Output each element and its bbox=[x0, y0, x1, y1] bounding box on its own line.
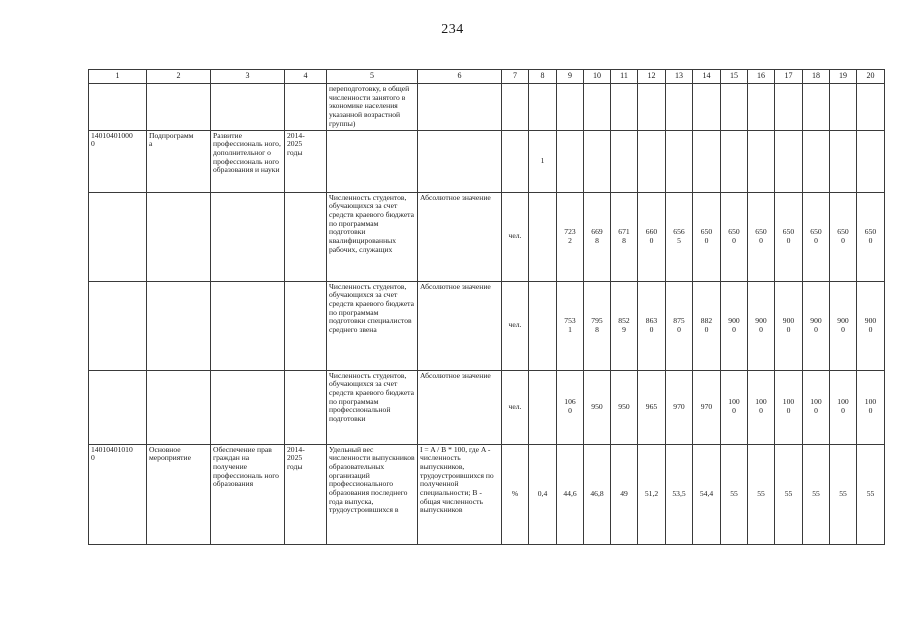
indicator-cell bbox=[327, 130, 418, 192]
year-value-cell bbox=[775, 130, 803, 192]
indicator-cell: переподготовку, в общей численности занятого в экономике населения указанной возрастной группы) bbox=[327, 84, 418, 131]
period-cell bbox=[285, 192, 327, 281]
page-number: 234 bbox=[441, 22, 464, 37]
year-value-cell: 100 0 bbox=[803, 370, 830, 444]
year-value-cell: 723 2 bbox=[557, 192, 584, 281]
year-value-cell bbox=[775, 84, 803, 131]
year-value-cell bbox=[611, 84, 638, 131]
code-cell bbox=[89, 370, 147, 444]
year-value-cell: 965 bbox=[638, 370, 666, 444]
year-value-cell: 100 0 bbox=[857, 370, 885, 444]
year-value-cell bbox=[666, 130, 693, 192]
year-value-cell: 53,5 bbox=[666, 444, 693, 544]
data-table bbox=[88, 69, 885, 545]
column-number: 20 bbox=[857, 70, 885, 84]
year-value-cell: 650 0 bbox=[693, 192, 721, 281]
year-value-cell: 650 0 bbox=[830, 192, 857, 281]
indicator-cell: Численность студентов, обучающихся за счет средств краевого бюджета по программам подготовки квалифицированных рабочих, служащих bbox=[327, 192, 418, 281]
column-number: 1 bbox=[89, 70, 147, 84]
type-cell bbox=[147, 192, 211, 281]
column-number: 12 bbox=[638, 70, 666, 84]
year-value-cell: 55 bbox=[803, 444, 830, 544]
year-value-cell bbox=[803, 84, 830, 131]
year-value-cell bbox=[748, 130, 775, 192]
name-cell bbox=[211, 370, 285, 444]
table-row bbox=[89, 370, 885, 444]
indicator-cell: Численность студентов, обучающихся за счет средств краевого бюджета по программам подготовки специалистов среднего звена bbox=[327, 281, 418, 370]
column-number: 16 bbox=[748, 70, 775, 84]
base-value-cell bbox=[529, 84, 557, 131]
column-number: 15 bbox=[721, 70, 748, 84]
base-value-cell: 0,4 bbox=[529, 444, 557, 544]
column-number: 13 bbox=[666, 70, 693, 84]
base-value-cell bbox=[529, 281, 557, 370]
indicator-cell: Удельный вес численности выпускников образовательных организаций профессионального образования последнего года выпуска, трудоустроившихся в bbox=[327, 444, 418, 544]
year-value-cell: 863 0 bbox=[638, 281, 666, 370]
indicator-cell: Численность студентов, обучающихся за счет средств краевого бюджета по программам профессиональной подготовки bbox=[327, 370, 418, 444]
formula-cell: Абсолютное значение bbox=[418, 370, 502, 444]
year-value-cell: 650 0 bbox=[775, 192, 803, 281]
code-cell: 14010401010 0 bbox=[89, 444, 147, 544]
table-row bbox=[89, 84, 885, 131]
base-value-cell bbox=[529, 192, 557, 281]
table-row bbox=[89, 192, 885, 281]
year-value-cell: 852 9 bbox=[611, 281, 638, 370]
year-value-cell bbox=[557, 84, 584, 131]
year-value-cell bbox=[830, 130, 857, 192]
base-value-cell bbox=[529, 370, 557, 444]
year-value-cell: 46,8 bbox=[584, 444, 611, 544]
name-cell: Обеспечение прав граждан на получение профессиональ ного образования bbox=[211, 444, 285, 544]
year-value-cell: 650 0 bbox=[803, 192, 830, 281]
year-value-cell: 100 0 bbox=[721, 370, 748, 444]
column-number-row bbox=[89, 70, 885, 84]
column-number: 5 bbox=[327, 70, 418, 84]
column-number: 8 bbox=[529, 70, 557, 84]
year-value-cell bbox=[584, 84, 611, 131]
column-number: 7 bbox=[502, 70, 529, 84]
year-value-cell: 650 0 bbox=[721, 192, 748, 281]
year-value-cell: 900 0 bbox=[857, 281, 885, 370]
year-value-cell: 671 8 bbox=[611, 192, 638, 281]
year-value-cell: 900 0 bbox=[721, 281, 748, 370]
year-value-cell: 660 0 bbox=[638, 192, 666, 281]
period-cell bbox=[285, 370, 327, 444]
year-value-cell bbox=[666, 84, 693, 131]
column-number: 2 bbox=[147, 70, 211, 84]
period-cell: 2014- 2025 годы bbox=[285, 444, 327, 544]
column-number: 17 bbox=[775, 70, 803, 84]
formula-cell: I = A / B * 100, где A - численность выпускников, трудоустроившихся по полученной специальности; B - общая численность выпускников bbox=[418, 444, 502, 544]
year-value-cell: 970 bbox=[693, 370, 721, 444]
year-value-cell: 51,2 bbox=[638, 444, 666, 544]
table-row bbox=[89, 444, 885, 544]
year-value-cell: 900 0 bbox=[803, 281, 830, 370]
year-value-cell: 44,6 bbox=[557, 444, 584, 544]
year-value-cell: 106 0 bbox=[557, 370, 584, 444]
unit-cell bbox=[502, 130, 529, 192]
year-value-cell: 669 8 bbox=[584, 192, 611, 281]
type-cell: Основное мероприятие bbox=[147, 444, 211, 544]
unit-cell: чел. bbox=[502, 281, 529, 370]
year-value-cell bbox=[557, 130, 584, 192]
year-value-cell bbox=[693, 130, 721, 192]
year-value-cell: 650 0 bbox=[857, 192, 885, 281]
column-number: 10 bbox=[584, 70, 611, 84]
type-cell bbox=[147, 370, 211, 444]
unit-cell bbox=[502, 84, 529, 131]
column-number: 14 bbox=[693, 70, 721, 84]
year-value-cell: 55 bbox=[775, 444, 803, 544]
formula-cell: Абсолютное значение bbox=[418, 192, 502, 281]
column-number: 3 bbox=[211, 70, 285, 84]
year-value-cell: 900 0 bbox=[830, 281, 857, 370]
unit-cell: чел. bbox=[502, 192, 529, 281]
year-value-cell: 900 0 bbox=[748, 281, 775, 370]
unit-cell: % bbox=[502, 444, 529, 544]
year-value-cell bbox=[748, 84, 775, 131]
table-row bbox=[89, 281, 885, 370]
year-value-cell bbox=[803, 130, 830, 192]
column-number: 9 bbox=[557, 70, 584, 84]
year-value-cell: 55 bbox=[857, 444, 885, 544]
code-cell: 14010401000 0 bbox=[89, 130, 147, 192]
period-cell bbox=[285, 281, 327, 370]
year-value-cell bbox=[638, 84, 666, 131]
code-cell bbox=[89, 281, 147, 370]
year-value-cell bbox=[721, 130, 748, 192]
year-value-cell: 795 8 bbox=[584, 281, 611, 370]
year-value-cell bbox=[721, 84, 748, 131]
year-value-cell: 950 bbox=[611, 370, 638, 444]
formula-cell: Абсолютное значение bbox=[418, 281, 502, 370]
year-value-cell bbox=[857, 130, 885, 192]
column-number: 4 bbox=[285, 70, 327, 84]
period-cell bbox=[285, 84, 327, 131]
year-value-cell: 49 bbox=[611, 444, 638, 544]
year-value-cell: 753 1 bbox=[557, 281, 584, 370]
period-cell: 2014- 2025 годы bbox=[285, 130, 327, 192]
year-value-cell bbox=[830, 84, 857, 131]
name-cell bbox=[211, 192, 285, 281]
table-row bbox=[89, 130, 885, 192]
year-value-cell: 55 bbox=[721, 444, 748, 544]
year-value-cell bbox=[857, 84, 885, 131]
year-value-cell bbox=[611, 130, 638, 192]
column-number: 11 bbox=[611, 70, 638, 84]
unit-cell: чел. bbox=[502, 370, 529, 444]
year-value-cell: 100 0 bbox=[775, 370, 803, 444]
name-cell bbox=[211, 281, 285, 370]
formula-cell bbox=[418, 84, 502, 131]
year-value-cell: 900 0 bbox=[775, 281, 803, 370]
code-cell bbox=[89, 84, 147, 131]
year-value-cell bbox=[693, 84, 721, 131]
year-value-cell bbox=[638, 130, 666, 192]
name-cell: Развитие профессиональ ного, дополнительног о профессиональ ного образования и науки bbox=[211, 130, 285, 192]
year-value-cell: 100 0 bbox=[748, 370, 775, 444]
year-value-cell: 55 bbox=[748, 444, 775, 544]
year-value-cell: 950 bbox=[584, 370, 611, 444]
year-value-cell: 100 0 bbox=[830, 370, 857, 444]
type-cell: Подпрограмм а bbox=[147, 130, 211, 192]
year-value-cell: 970 bbox=[666, 370, 693, 444]
formula-cell bbox=[418, 130, 502, 192]
year-value-cell bbox=[584, 130, 611, 192]
name-cell bbox=[211, 84, 285, 131]
type-cell bbox=[147, 281, 211, 370]
year-value-cell: 875 0 bbox=[666, 281, 693, 370]
year-value-cell: 54,4 bbox=[693, 444, 721, 544]
column-number: 19 bbox=[830, 70, 857, 84]
column-number: 6 bbox=[418, 70, 502, 84]
year-value-cell: 882 0 bbox=[693, 281, 721, 370]
column-number: 18 bbox=[803, 70, 830, 84]
type-cell bbox=[147, 84, 211, 131]
code-cell bbox=[89, 192, 147, 281]
base-value-cell: 1 bbox=[529, 130, 557, 192]
year-value-cell: 656 5 bbox=[666, 192, 693, 281]
year-value-cell: 55 bbox=[830, 444, 857, 544]
year-value-cell: 650 0 bbox=[748, 192, 775, 281]
